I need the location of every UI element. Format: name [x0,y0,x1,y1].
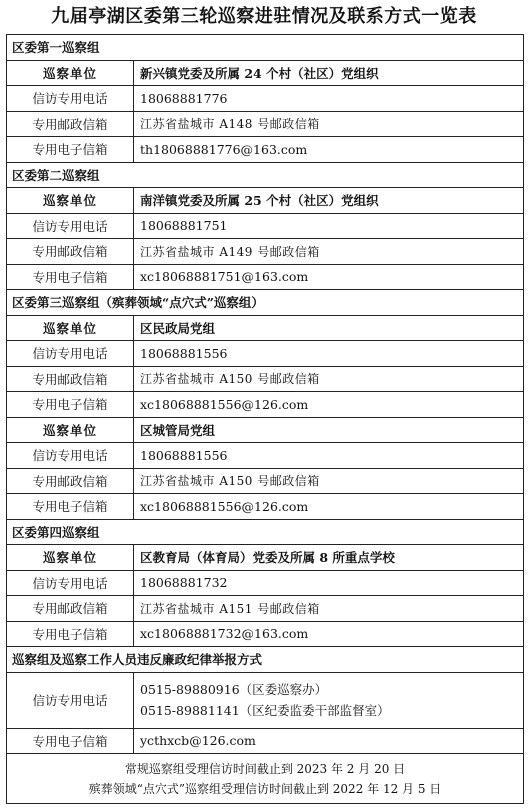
table-row [7,264,524,290]
phone-value: 18068881732 [134,570,524,596]
report-header-row [7,647,524,673]
table-row [7,672,524,728]
unit-label: 巡察单位 [7,188,134,214]
email-label: 专用电子信箱 [7,728,134,754]
group-name: 区委第四巡察组 [7,519,524,545]
group-header-row [7,35,524,61]
email-link[interactable]: th18068881776@163.com [134,137,524,163]
table-row [7,443,524,469]
mailbox-label: 专用邮政信箱 [7,596,134,622]
email-link[interactable]: xc18068881556@126.com [134,392,524,418]
email-label: 专用电子信箱 [7,621,134,647]
phone-label: 信访专用电话 [7,672,134,728]
mailbox-value: 江苏省盐城市 A150 号邮政信箱 [134,366,524,392]
inspection-table [6,34,524,804]
email-link[interactable]: ycthxcb@126.com [134,728,524,754]
email-label: 专用电子信箱 [7,392,134,418]
table-row [7,494,524,520]
phone-value: 18068881556 [134,443,524,469]
group-header-row [7,290,524,316]
table-row [7,596,524,622]
email-link[interactable]: xc18068881732@163.com [134,621,524,647]
mailbox-label: 专用邮政信箱 [7,239,134,265]
email-label: 专用电子信箱 [7,494,134,520]
table-row [7,341,524,367]
group-name: 区委第一巡察组 [7,35,524,61]
table-row [7,60,524,86]
phone-value: 18068881556 [134,341,524,367]
phone-value: 18068881751 [134,213,524,239]
unit-value: 新兴镇党委及所属 24 个村（社区）党组织 [134,60,524,86]
report-phone-cell [134,672,524,728]
group-name: 区委第三巡察组（殡葬领域“点穴式”巡察组） [7,290,524,316]
mailbox-value: 江苏省盐城市 A150 号邮政信箱 [134,468,524,494]
email-label: 专用电子信箱 [7,264,134,290]
mailbox-value: 江苏省盐城市 A149 号邮政信箱 [134,239,524,265]
mailbox-label: 专用邮政信箱 [7,111,134,137]
unit-label: 巡察单位 [7,545,134,571]
footer-line-1: 常规巡察组受理信访时间截止到 2023 年 2 月 20 日 [124,761,406,776]
report-phone-1: 0515-89880916（区委巡察办） [140,682,328,697]
phone-label: 信访专用电话 [7,570,134,596]
table-row [7,239,524,265]
phone-label: 信访专用电话 [7,86,134,112]
phone-label: 信访专用电话 [7,443,134,469]
footer-note [7,754,524,804]
table-row [7,111,524,137]
unit-value: 区民政局党组 [134,315,524,341]
report-heading: 巡察组及巡察工作人员违反廉政纪律举报方式 [7,647,524,673]
unit-value: 区城管局党组 [134,417,524,443]
table-row [7,468,524,494]
email-link[interactable]: xc18068881556@126.com [134,494,524,520]
table-row [7,621,524,647]
phone-value: 18068881776 [134,86,524,112]
email-link[interactable]: xc18068881751@163.com [134,264,524,290]
group-header-row [7,162,524,188]
group-name: 区委第二巡察组 [7,162,524,188]
footer-line-2: 殡葬领域“点穴式”巡察组受理信访时间截止到 2022 年 12 月 5 日 [88,781,442,796]
mailbox-value: 江苏省盐城市 A148 号邮政信箱 [134,111,524,137]
table-row [7,545,524,571]
phone-label: 信访专用电话 [7,213,134,239]
table-row [7,728,524,754]
email-label: 专用电子信箱 [7,137,134,163]
mailbox-label: 专用邮政信箱 [7,366,134,392]
table-row [7,366,524,392]
table-row [7,86,524,112]
report-phone-2: 0515-89881141（区纪委监委干部监督室） [140,703,390,718]
unit-label: 巡察单位 [7,315,134,341]
unit-value: 区教育局（体育局）党委及所属 8 所重点学校 [134,545,524,571]
table-row [7,570,524,596]
phone-label: 信访专用电话 [7,341,134,367]
mailbox-label: 专用邮政信箱 [7,468,134,494]
unit-value: 南洋镇党委及所属 25 个村（社区）党组织 [134,188,524,214]
unit-label: 巡察单位 [7,60,134,86]
page-title: 九届亭湖区委第三轮巡察进驻情况及联系方式一览表 [51,6,477,27]
table-row [7,188,524,214]
mailbox-value: 江苏省盐城市 A151 号邮政信箱 [134,596,524,622]
group-header-row [7,519,524,545]
table-row [7,417,524,443]
table-row [7,392,524,418]
table-row [7,315,524,341]
table-row [7,213,524,239]
table-row [7,137,524,163]
footer-row [7,754,524,804]
unit-label: 巡察单位 [7,417,134,443]
